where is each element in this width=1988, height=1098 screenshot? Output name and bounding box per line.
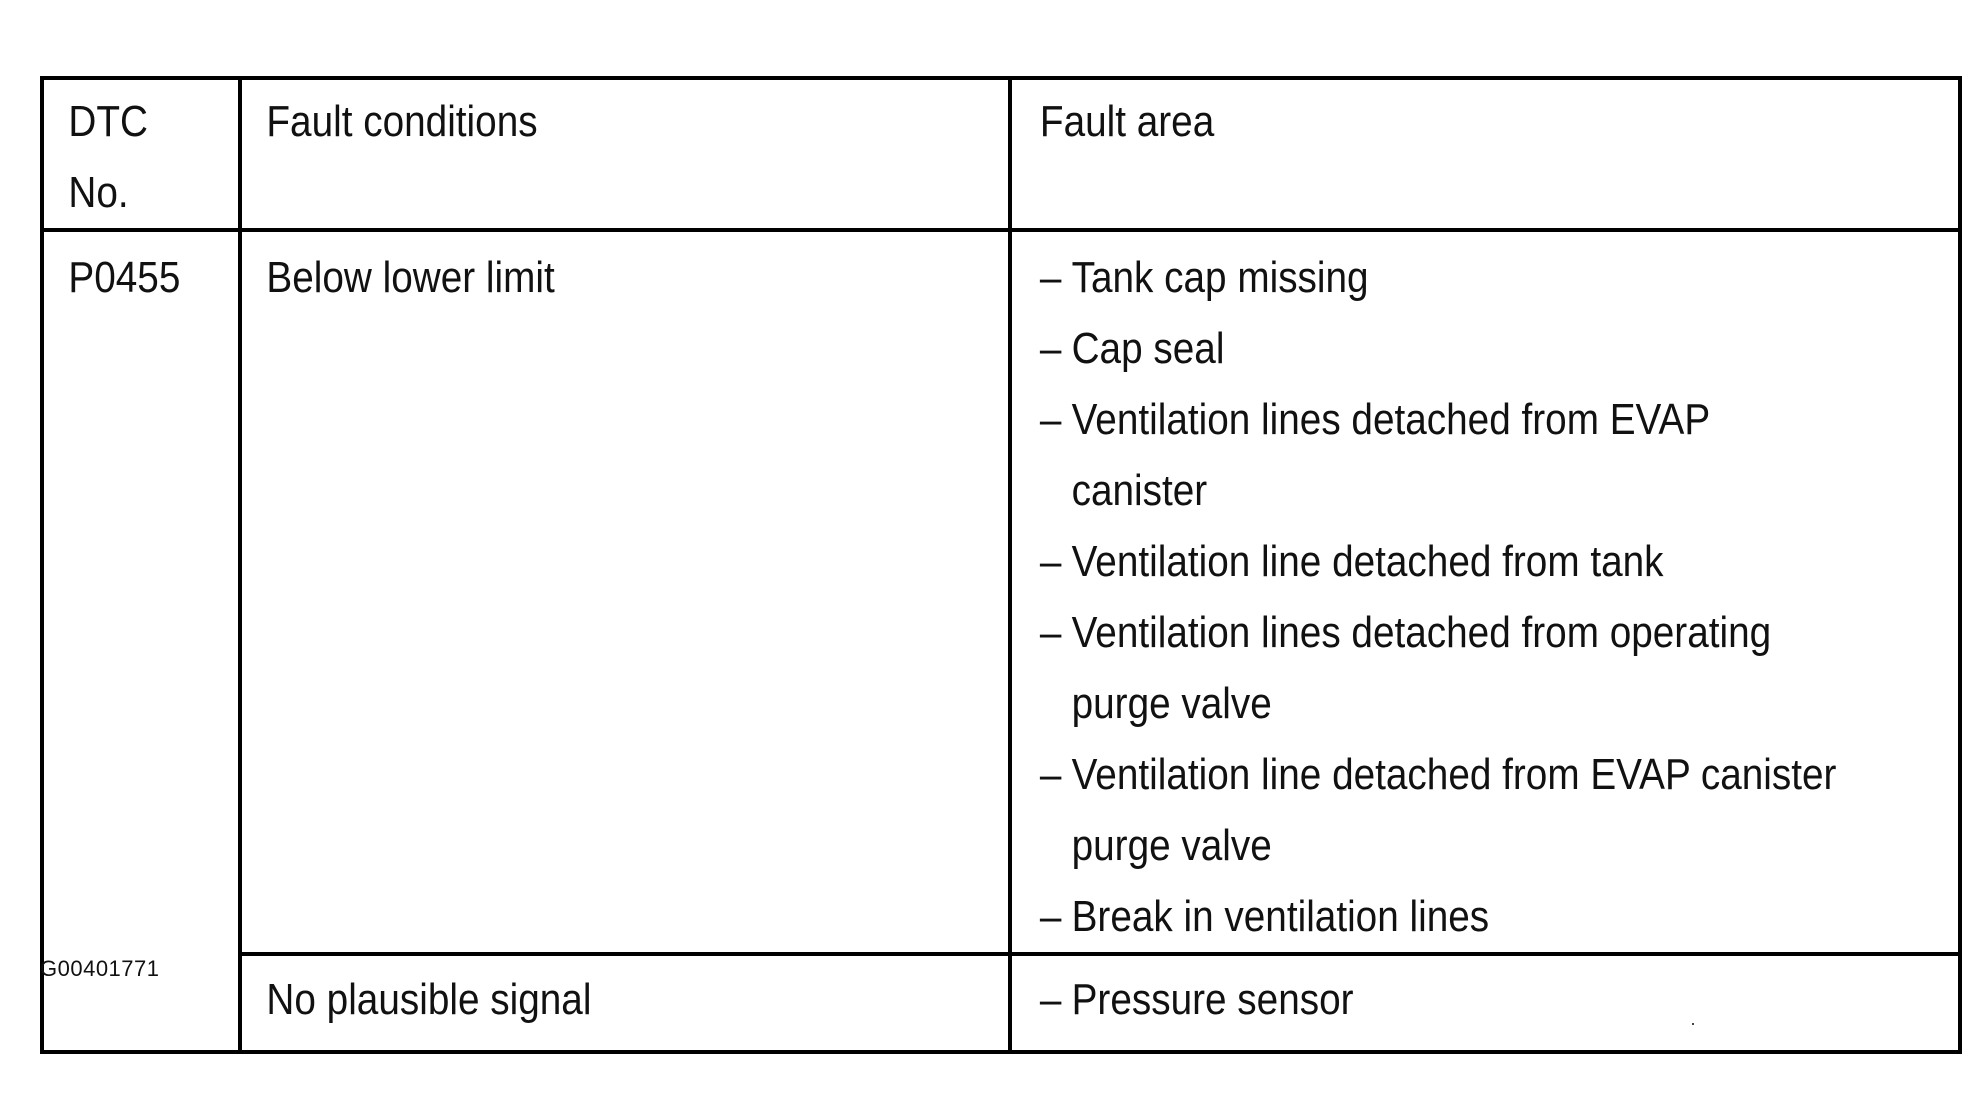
fault-area-list xyxy=(1040,964,1844,1035)
fault-area-text: Cap seal xyxy=(1071,324,1225,373)
table-header-row xyxy=(42,78,1960,230)
list-item xyxy=(1040,739,1844,881)
list-item xyxy=(1040,384,1844,526)
fault-area-text: Ventilation lines detached from EVAP canister xyxy=(1071,395,1710,515)
dtc-code-cell: P0455 xyxy=(42,230,216,1052)
header-dtc-no: DTC No. xyxy=(42,78,216,230)
fault-area-cell xyxy=(1010,230,1846,954)
table-row xyxy=(42,954,1960,1052)
fault-area-text: Pressure sensor xyxy=(1071,975,1354,1024)
fault-area-text: Break in ventilation lines xyxy=(1071,892,1490,941)
fault-area-cell xyxy=(1010,954,1846,1052)
header-fault-conditions: Fault conditions xyxy=(240,78,918,230)
fault-condition-cell: No plausible signal xyxy=(240,954,918,1052)
fault-area-list xyxy=(1040,242,1844,952)
scan-speck xyxy=(1692,1023,1694,1025)
list-item xyxy=(1040,881,1844,952)
figure-id-label: G00401771 xyxy=(40,956,160,981)
list-item xyxy=(1040,526,1844,597)
header-fault-area: Fault area xyxy=(1010,78,1846,230)
list-item xyxy=(1040,313,1844,384)
fault-area-text: Tank cap missing xyxy=(1071,253,1369,302)
fault-condition-cell: Below lower limit xyxy=(240,230,918,954)
list-item xyxy=(1040,597,1844,739)
dash-marker: – xyxy=(1039,324,1062,373)
fault-area-text: Ventilation line detached from tank xyxy=(1071,537,1664,586)
dash-marker: – xyxy=(1039,892,1062,941)
dash-marker: – xyxy=(1039,975,1062,1024)
dash-marker: – xyxy=(1039,395,1062,444)
dash-marker: – xyxy=(1039,750,1062,799)
dtc-fault-table xyxy=(40,76,1962,1054)
fault-area-text: Ventilation line detached from EVAP canister purge valve xyxy=(1071,750,1837,870)
dash-marker: – xyxy=(1039,608,1062,657)
list-item xyxy=(1040,964,1844,1035)
table-row xyxy=(42,230,1960,954)
list-item xyxy=(1040,242,1844,313)
dash-marker: – xyxy=(1039,537,1062,586)
dash-marker: – xyxy=(1039,253,1062,302)
fault-area-text: Ventilation lines detached from operating purge valve xyxy=(1071,608,1772,728)
